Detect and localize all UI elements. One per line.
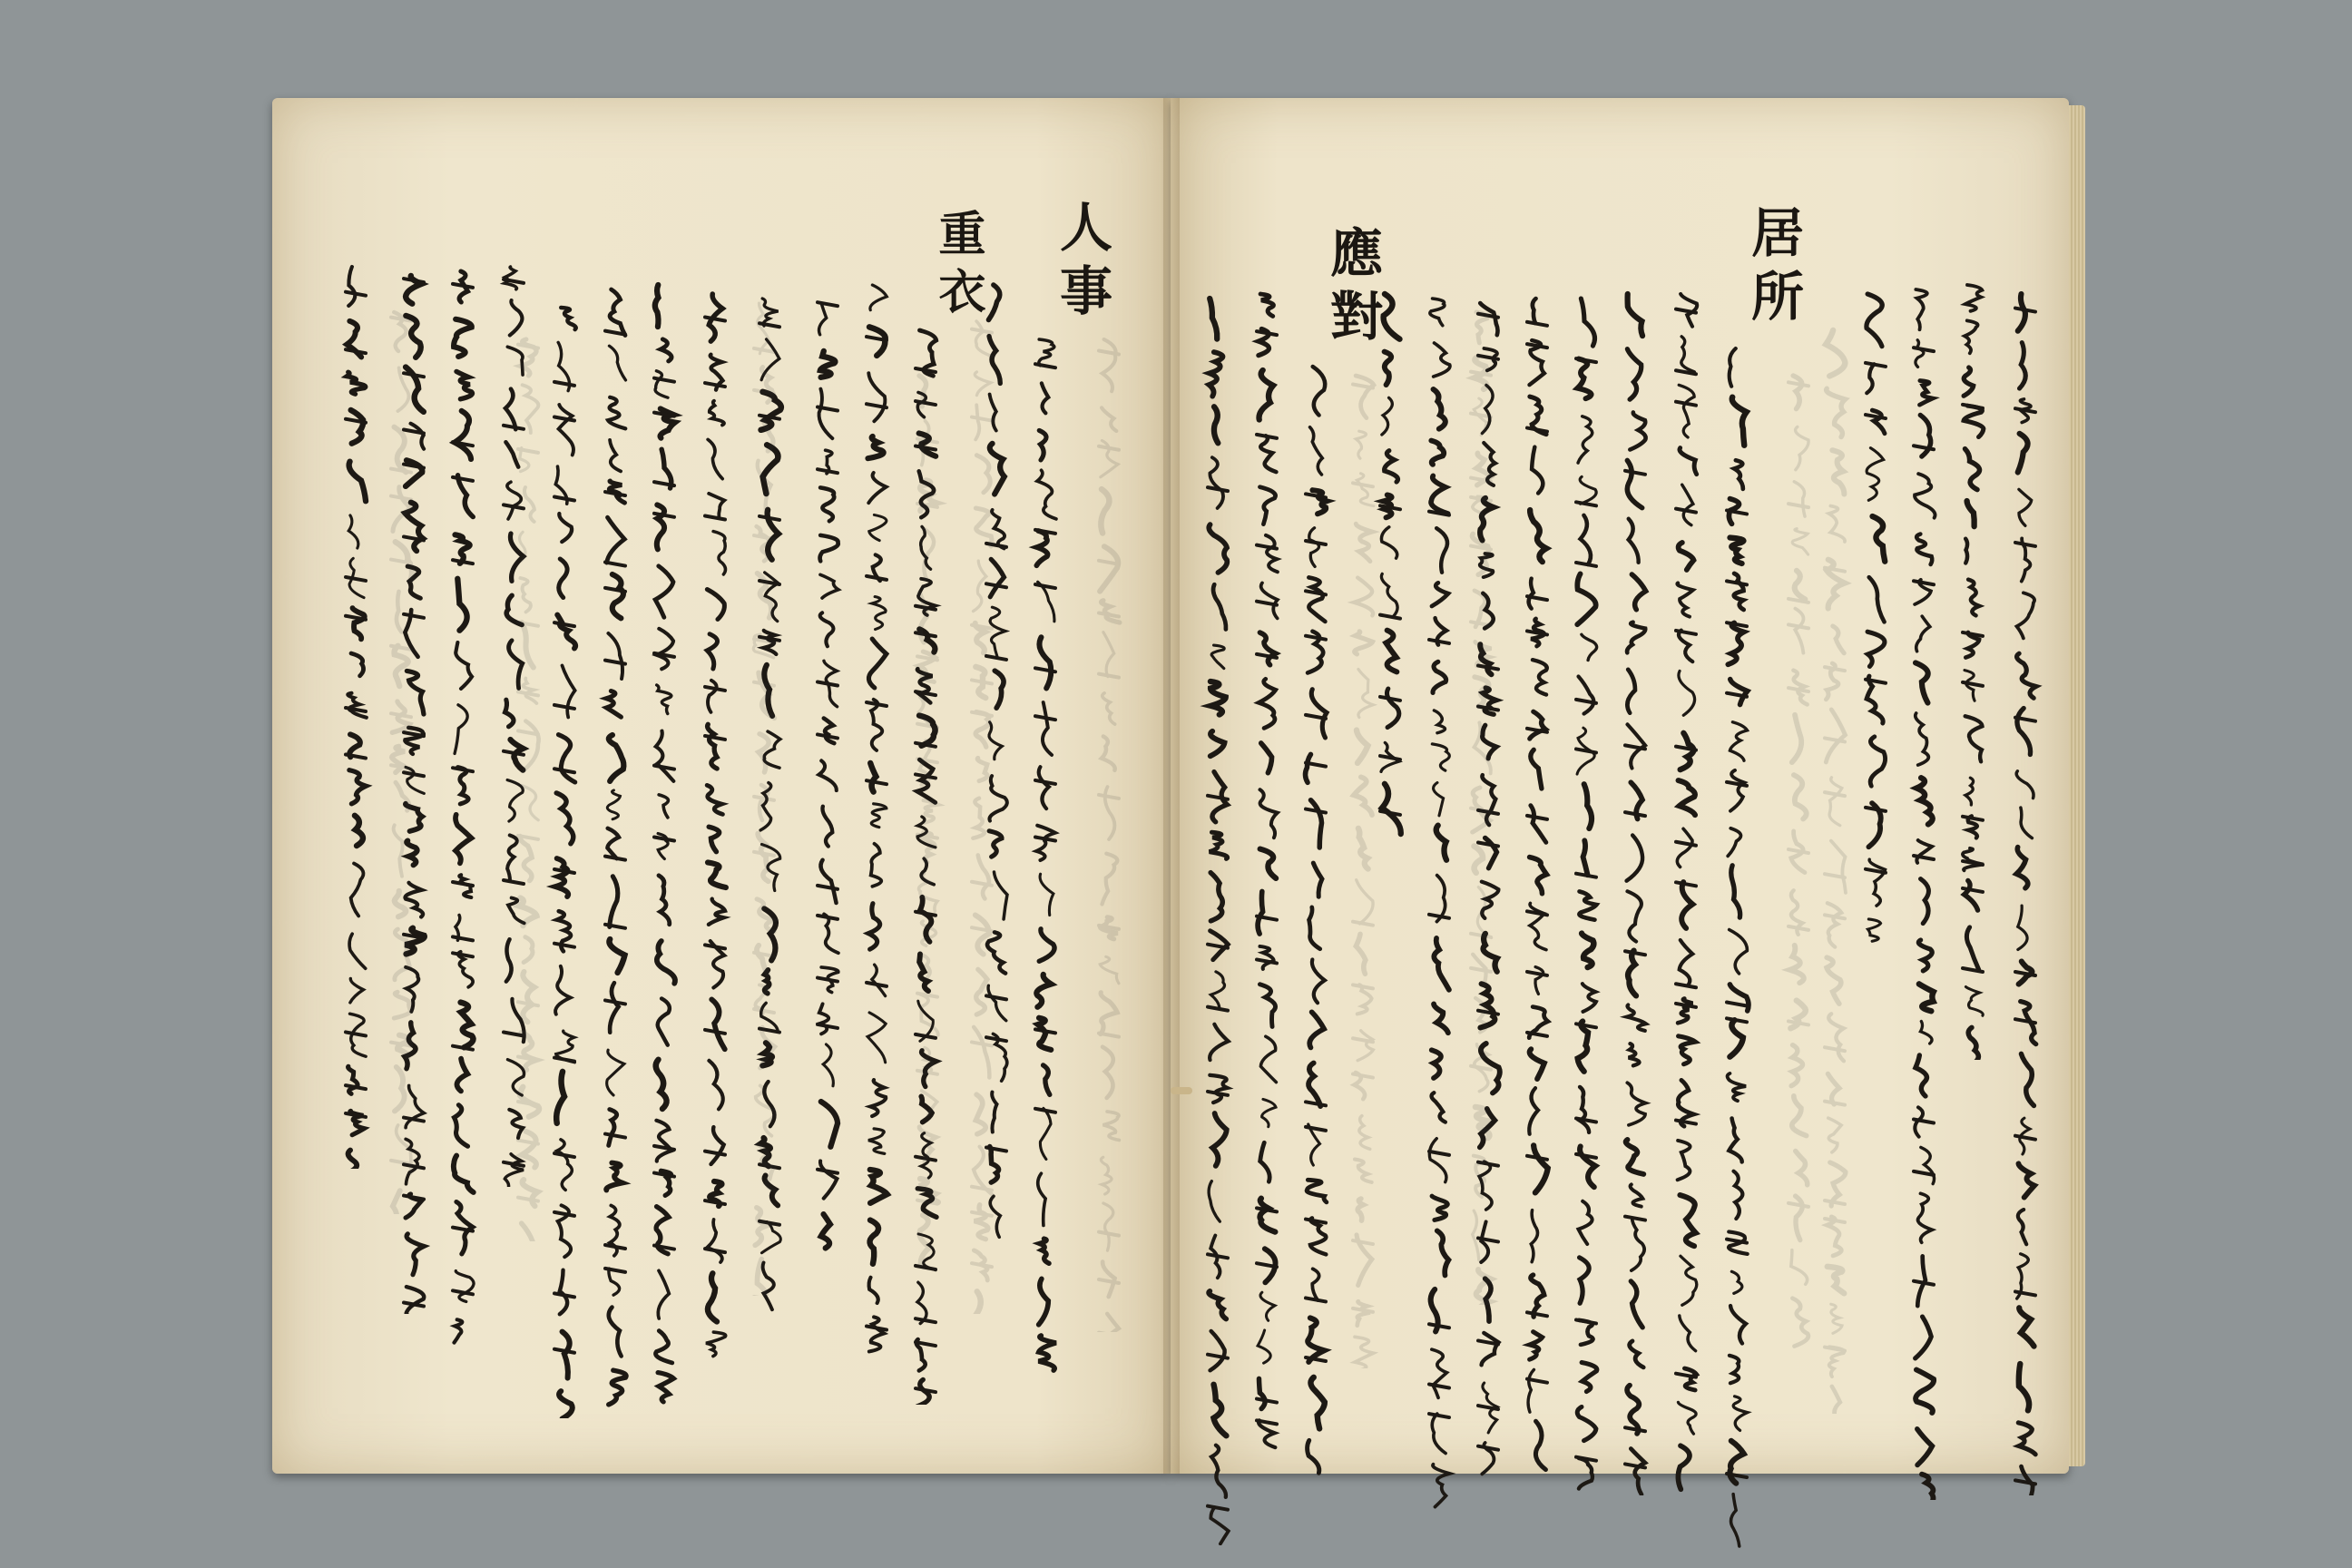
handwritten-column (1717, 343, 1759, 1559)
heading-outai: 應對 (1321, 225, 1383, 352)
page-edges (2069, 105, 2085, 1466)
show-through-text (381, 307, 417, 1218)
show-through-text (907, 370, 944, 1281)
handwritten-column (544, 302, 586, 1418)
binding-thread (1171, 1087, 1192, 1094)
show-through-text (1779, 370, 1815, 1372)
handwritten-column (857, 279, 898, 1368)
handwritten-column (1615, 289, 1657, 1495)
handwritten-column (336, 261, 377, 1169)
handwritten-column (595, 284, 637, 1427)
show-through-text (1461, 307, 1497, 1308)
handwritten-column (695, 289, 737, 1377)
book-gutter (1163, 98, 1180, 1474)
show-through-text (962, 316, 998, 1318)
show-through-text (744, 298, 780, 1299)
heading-juui: 重衣 (930, 209, 985, 325)
handwritten-column (1247, 289, 1289, 1468)
handwritten-column (1904, 284, 1945, 1500)
show-through-text (1343, 370, 1379, 1372)
handwritten-column (1198, 293, 1240, 1545)
handwritten-column (1666, 289, 1708, 1523)
show-through-text (508, 334, 544, 1245)
heading-jinji: 人事 (1051, 200, 1112, 327)
handwritten-column (1419, 293, 1461, 1509)
handwritten-column (2005, 289, 2047, 1495)
handwritten-column (1296, 361, 1338, 1495)
heading-kyosho: 居所 (1742, 205, 1804, 332)
handwritten-column (1856, 289, 1897, 960)
show-through-text (1815, 325, 1851, 1417)
handwritten-column (1953, 279, 1994, 1060)
handwritten-column (644, 279, 686, 1423)
open-book (272, 98, 2083, 1474)
handwritten-column (1025, 334, 1067, 1387)
handwritten-column (808, 298, 849, 1259)
handwritten-column (443, 266, 485, 1346)
show-through-text (1089, 334, 1125, 1336)
handwritten-column (1517, 293, 1559, 1482)
handwritten-column (1566, 293, 1608, 1500)
